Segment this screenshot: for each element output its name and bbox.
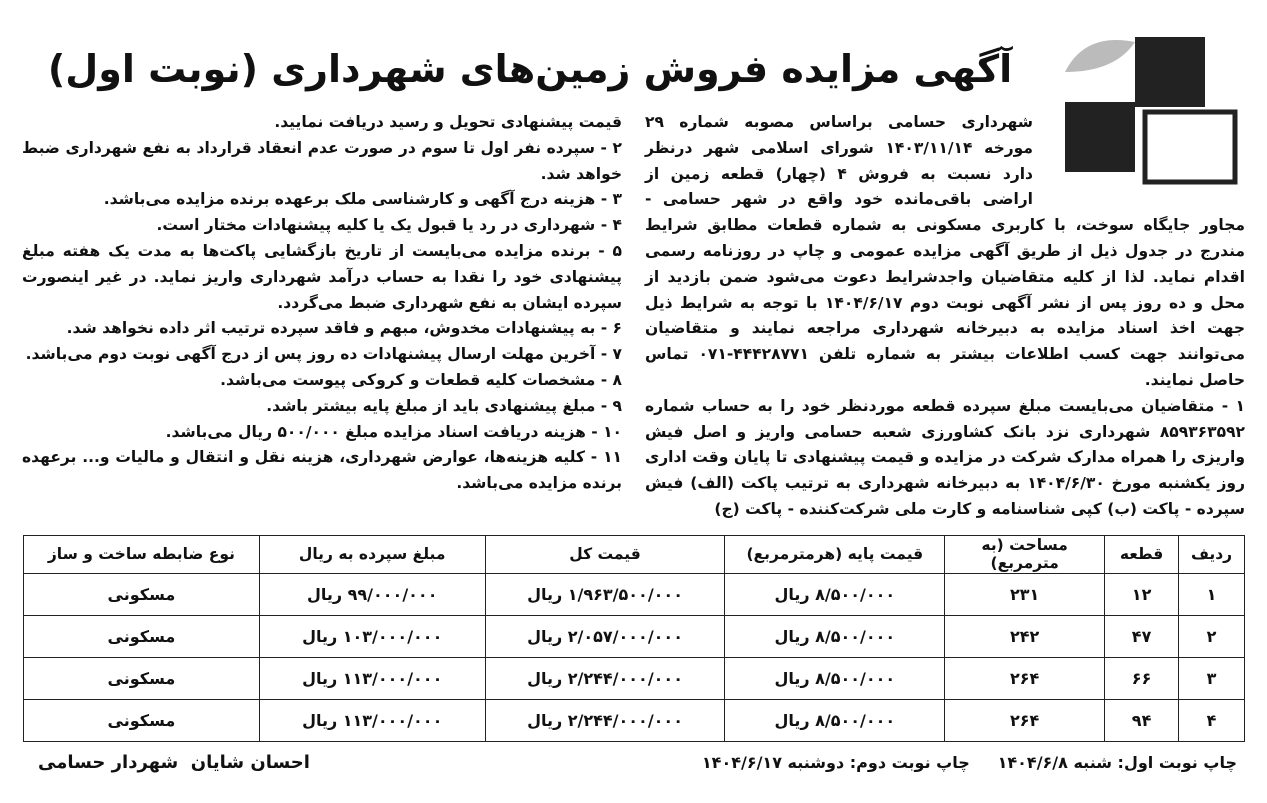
cell-area: ۲۶۴ xyxy=(945,699,1105,741)
municipality-logo xyxy=(1045,32,1245,192)
cell-area: ۲۴۲ xyxy=(945,615,1105,657)
cell-base-price: ۸/۵۰۰/۰۰۰ ریال xyxy=(725,699,945,741)
cell-deposit: ۱۰۳/۰۰۰/۰۰۰ ریال xyxy=(259,615,485,657)
cell-base-price: ۸/۵۰۰/۰۰۰ ریال xyxy=(725,573,945,615)
condition-6: ۶ - به پیشنهادات مخدوش، مبهم و فاقد سپرده ترتیب اثر داده نخواهد شد. xyxy=(66,319,622,338)
left-column xyxy=(22,110,622,497)
cell-area: ۲۳۱ xyxy=(945,573,1105,615)
cell-lot: ۹۴ xyxy=(1105,699,1179,741)
condition-10: ۱۰ - هزینه دریافت اسناد مزایده مبلغ ۵۰۰/۰۰۰ ریال می‌باشد. xyxy=(165,422,622,441)
cell-deposit: ۱۱۳/۰۰۰/۰۰۰ ریال xyxy=(259,699,485,741)
print-dates: چاپ نوبت اول: شنبه ۱۴۰۴/۶/۸ چاپ نوبت دوم: دوشنبه ۱۴۰۴/۶/۱۷ xyxy=(701,752,1237,772)
header-deposit: مبلغ سپرده به ریال xyxy=(259,535,485,573)
header-total-price: قیمت کل xyxy=(485,535,725,573)
cell-usage: مسکونی xyxy=(24,573,260,615)
cell-total-price: ۲/۲۴۴/۰۰۰/۰۰۰ ریال xyxy=(485,657,725,699)
cell-lot: ۱۲ xyxy=(1105,573,1179,615)
table-row xyxy=(24,657,1245,699)
table-row xyxy=(24,615,1245,657)
cell-lot: ۶۶ xyxy=(1105,657,1179,699)
header-lot: قطعه xyxy=(1105,535,1179,573)
page-title: آگهی مزایده فروش زمین‌های شهرداری (نوبت اول) xyxy=(47,47,1013,91)
footer xyxy=(22,752,1245,773)
condition-1-cont: قیمت پیشنهادی تحویل و رسید دریافت نمایید. xyxy=(274,113,622,131)
cell-usage: مسکونی xyxy=(24,657,260,699)
header-base-price: قیمت پایه (هرمترمربع) xyxy=(725,535,945,573)
cell-lot: ۴۷ xyxy=(1105,615,1179,657)
cell-total-price: ۲/۲۴۴/۰۰۰/۰۰۰ ریال xyxy=(485,699,725,741)
intro-paragraph: شهرداری حسامی براساس مصوبه شماره ۲۹ مورخه ۱۴۰۳/۱۱/۱۴ شورای اسلامی شهر درنظر دارد نسبت به فروش ۴ (چهار) قطعه زمین از اراضی باقی‌مانده خود واقع در شهر حسامی - مجاور جایگاه سوخت، با کاربری مسکونی به شماره قطعات مطابق شرایط مندرج در جدول ذیل از طریق آگهی مزایده عمومی و چاپ در روزنامه رسمی اقدام نماید. لذا از کلیه متقاضیان واجدشرایط دعوت می‌شود ضمن بازدید از محل و ده روز پس از نشر آگهی نوبت دوم ۱۴۰۴/۶/۱۷ با توجه به شرایط ذیل جهت اخذ اسناد مزایده به دبیرخانه شهرداری مراجعه نمایند و متقاضیان می‌توانند جهت کسب اطلاعات بیشتر به شماره تلفن ۴۴۴۲۸۷۷۱-۰۷۱ تماس حاصل نمایند. xyxy=(645,113,1245,389)
cell-row-no: ۲ xyxy=(1179,615,1245,657)
condition-2: ۲ - سپرده نفر اول تا سوم در صورت عدم انعقاد قرارداد به نفع شهرداری ضبط خواهد شد. xyxy=(22,138,622,183)
lots-table xyxy=(23,535,1245,742)
cell-deposit: ۱۱۳/۰۰۰/۰۰۰ ریال xyxy=(259,657,485,699)
condition-11: ۱۱ - کلیه هزینه‌ها، عوارض شهرداری، هزینه نقل و انتقال و مالیات و... برعهده برنده مزایده می‌باشد. xyxy=(22,448,622,493)
header-area: مساحت (به مترمربع) xyxy=(945,535,1105,573)
cell-usage: مسکونی xyxy=(24,699,260,741)
cell-row-no: ۴ xyxy=(1179,699,1245,741)
right-column xyxy=(645,110,1245,523)
table-row xyxy=(24,699,1245,741)
body-columns xyxy=(22,110,1245,523)
condition-3: ۳ - هزینه درج آگهی و کارشناسی ملک برعهده برنده مزایده می‌باشد. xyxy=(103,190,622,209)
table-row xyxy=(24,573,1245,615)
cell-usage: مسکونی xyxy=(24,615,260,657)
header-row-no: ردیف xyxy=(1179,535,1245,573)
condition-5: ۵ - برنده مزایده می‌بایست از تاریخ بازگشایی پاکت‌ها به مدت یک هفته مبلغ پیشنهادی خود را نقدا به حساب درآمد شهرداری واریز نماید. در غیر اینصورت سپرده ایشان به نفع شهرداری ضبط می‌گردد. xyxy=(22,241,622,312)
cell-row-no: ۳ xyxy=(1179,657,1245,699)
header-usage: نوع ضابطه ساخت و ساز xyxy=(24,535,260,573)
condition-8: ۸ - مشخصات کلیه قطعات و کروکی پیوست می‌باشد. xyxy=(220,370,622,389)
cell-base-price: ۸/۵۰۰/۰۰۰ ریال xyxy=(725,615,945,657)
table-header-row xyxy=(24,535,1245,573)
cell-base-price: ۸/۵۰۰/۰۰۰ ریال xyxy=(725,657,945,699)
cell-area: ۲۶۴ xyxy=(945,657,1105,699)
cell-row-no: ۱ xyxy=(1179,573,1245,615)
condition-9: ۹ - مبلغ پیشنهادی باید از مبلغ پایه بیشتر باشد. xyxy=(266,396,622,415)
condition-1: ۱ - متقاضیان می‌بایست مبلغ سپرده قطعه موردنظر خود را به حساب شماره ۸۵۹۳۶۳۵۹۲ شهرداری نزد بانک کشاورزی شعبه حسامی واریز و اصل فیش واریزی را همراه مدارک شرکت در مزایده و قیمت پیشنهادی تا پایان وقت اداری روز یکشنبه مورخ ۱۴۰۴/۶/۳۰ به دبیرخانه شهرداری به ترتیب پاکت (الف) فیش سپرده - پاکت (ب) کپی شناسنامه و کارت ملی شرکت‌کننده - پاکت (ج) xyxy=(645,396,1245,518)
cell-total-price: ۱/۹۶۳/۵۰۰/۰۰۰ ریال xyxy=(485,573,725,615)
cell-deposit: ۹۹/۰۰۰/۰۰۰ ریال xyxy=(259,573,485,615)
cell-total-price: ۲/۰۵۷/۰۰۰/۰۰۰ ریال xyxy=(485,615,725,657)
condition-4: ۴ - شهرداری در رد یا قبول یک یا کلیه پیشنهادات مختار است. xyxy=(156,216,622,235)
condition-7: ۷ - آخرین مهلت ارسال پیشنهادات ده روز پس از درج آگهی نوبت دوم می‌باشد. xyxy=(25,345,622,364)
signature: احسان شایان شهردار حسامی xyxy=(38,751,310,773)
